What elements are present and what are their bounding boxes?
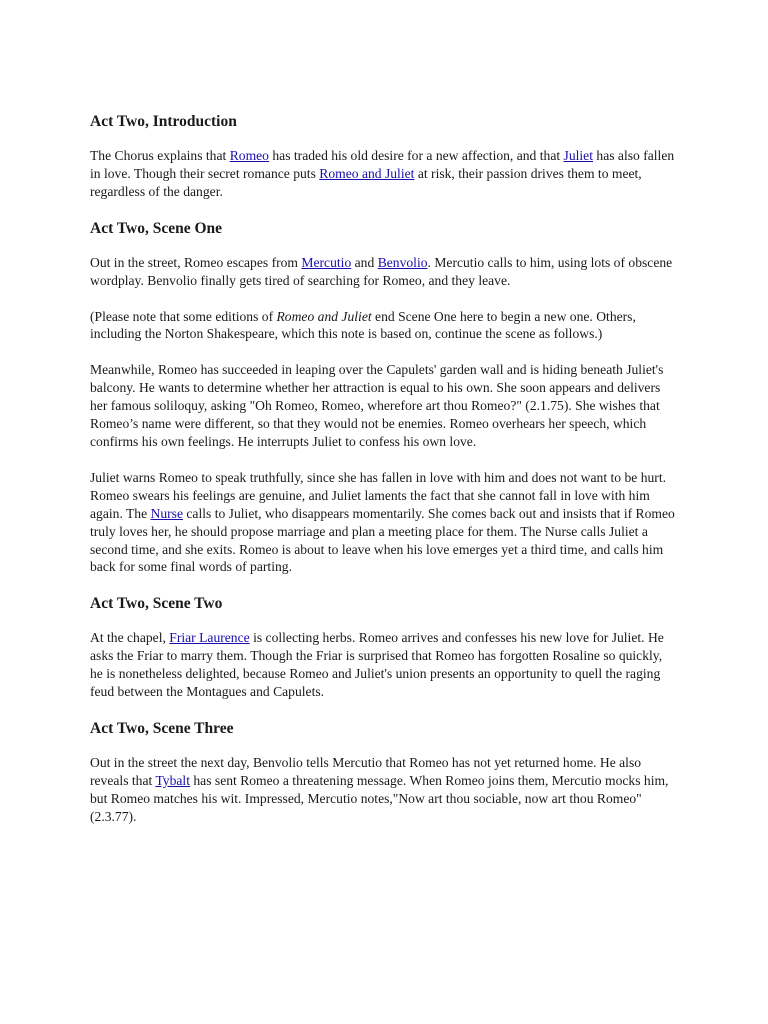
italic-title: Romeo and Juliet <box>276 308 372 324</box>
paragraph <box>90 469 676 576</box>
document-page <box>90 112 676 844</box>
paragraph-text: has traded his old desire for a new affection, and that <box>268 148 564 163</box>
paragraph-text: Juliet warns Romeo to speak truthfully, since she has fallen in love with him and does not want to be hurt. Romeo swears his feelings are genuine, and Juliet laments the fact that she cannot fall in love with him again. The <box>90 469 666 521</box>
link-friar-laurence[interactable]: Friar Laurence <box>169 630 250 646</box>
paragraph-text: (Please note that some editions of <box>90 308 277 324</box>
link-romeo[interactable]: Romeo <box>229 148 269 163</box>
paragraph <box>90 308 676 344</box>
paragraph-text: at risk, their passion drives them to meet, regardless of the danger. <box>90 165 642 199</box>
paragraph-text: has sent Romeo a threatening message. When Romeo joins them, Mercutio mocks him, but Romeo matches his wit. Impressed, Mercutio notes,"Now art thou sociable, now art thou Romeo" (2.3.77). <box>90 772 669 824</box>
section-heading: Act Two, Scene Three <box>90 719 234 737</box>
section-heading: Act Two, Introduction <box>90 113 237 130</box>
link-mercutio[interactable]: Mercutio <box>301 254 352 270</box>
paragraph <box>90 629 676 701</box>
link-benvolio[interactable]: Benvolio <box>377 254 428 270</box>
section-act-two-scene-two <box>90 594 676 701</box>
link-romeo-and-juliet[interactable]: Romeo and Juliet <box>319 165 415 181</box>
section-heading: Act Two, Scene Two <box>90 595 223 613</box>
link-nurse[interactable]: Nurse <box>150 505 183 521</box>
paragraph-text: . Mercutio calls to him, using lots of obscene wordplay. Benvolio finally gets tired of searching for Romeo, and they leave. <box>90 254 673 288</box>
link-juliet[interactable]: Juliet <box>563 148 593 163</box>
section-heading: Act Two, Scene One <box>90 219 223 237</box>
section-act-two-introduction <box>90 112 676 201</box>
paragraph-text: Out in the street the next day, Benvolio tells Mercutio that Romeo has not yet returned home. He also reveals that <box>90 754 642 788</box>
paragraph-text: Out in the street, Romeo escapes from <box>90 254 302 270</box>
paragraph <box>90 254 676 290</box>
paragraph-text: At the chapel, <box>90 630 170 646</box>
paragraph-text: The Chorus explains that <box>90 148 230 163</box>
paragraph-text: is collecting herbs. Romeo arrives and confesses his new love for Juliet. He asks the Friar to marry them. Though the Friar is surprised that Romeo has forgotten Rosaline so quickly, he is nonetheless delighted, because Romeo and Juliet's union presents an opportunity to quell the raging feud between the Montagues and Capulets. <box>90 630 664 700</box>
paragraph <box>90 147 676 201</box>
paragraph-text: calls to Juliet, who disappears momentarily. She comes back out and insists that if Romeo truly loves her, he should propose marriage and plan a meeting place for them. The Nurse calls Juliet a second time, and she exits. Romeo is about to leave when his love emerges yet a third time, and calls him back for some final words of parting. <box>90 505 675 575</box>
paragraph-text: has also fallen in love. Though their secret romance puts <box>90 148 675 181</box>
paragraph-text: Meanwhile, Romeo has succeeded in leaping over the Capulets' garden wall and is hiding beneath Juliet's balcony. He wants to determine whether her attraction is equal to his own. She soon appears and delivers her famous soliloquy, asking "Oh Romeo, Romeo, wherefore art thou Romeo?" (2.1.75). She wishes that Romeo’s name were different, so that they would not be enemies. Romeo overhears her speech, which confirms his own feelings. He interrupts Juliet to confess his own love. <box>90 362 664 449</box>
paragraph <box>90 361 676 451</box>
link-tybalt[interactable]: Tybalt <box>155 772 190 788</box>
paragraph <box>90 754 676 826</box>
paragraph-text: and <box>351 254 378 270</box>
section-act-two-scene-one <box>90 219 676 577</box>
section-act-two-scene-three <box>90 719 676 826</box>
paragraph-text: end Scene One here to begin a new one. Others, including the Norton Shakespeare, which this note is based on, continue the scene as follows.) <box>90 308 636 342</box>
